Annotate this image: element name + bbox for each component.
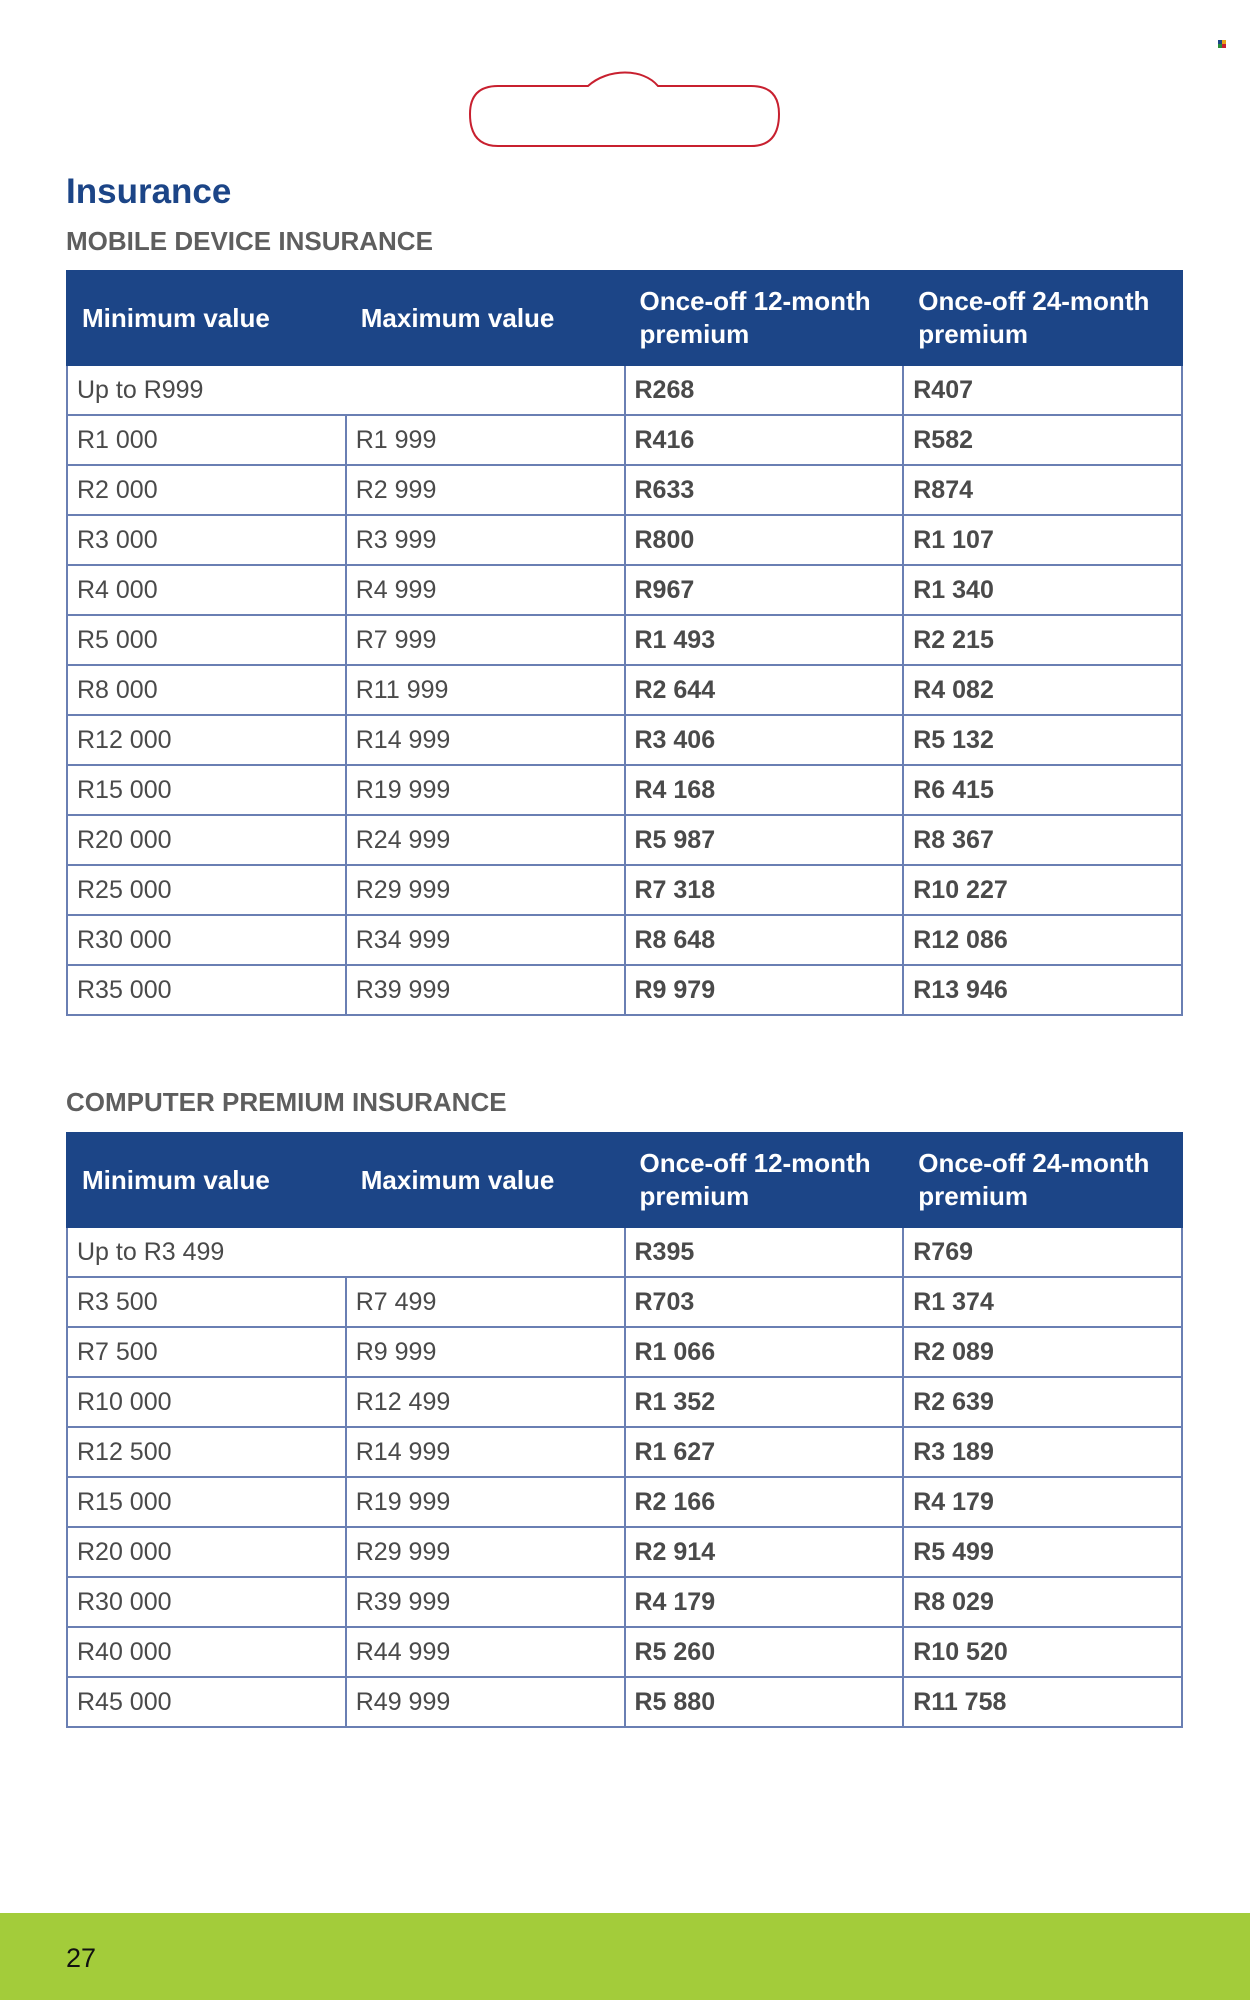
maximum-value-cell: R39 999 [346,965,625,1015]
minimum-value-cell: R15 000 [67,765,346,815]
premium-24-month-cell: R582 [903,415,1182,465]
premium-12-month-cell: R800 [625,515,904,565]
corner-marker-icon [1218,40,1226,48]
minimum-value-cell: R12 500 [67,1427,346,1477]
header-24-month-premium: Once-off 24-month premium [903,271,1182,365]
premium-12-month-cell: R395 [625,1227,904,1277]
premium-24-month-cell: R3 189 [903,1427,1182,1477]
maximum-value-cell: R19 999 [346,1477,625,1527]
premium-12-month-cell: R5 260 [625,1627,904,1677]
computer-insurance-table [66,1132,1183,1728]
premium-24-month-cell: R1 340 [903,565,1182,615]
hanger-tab-outline [468,68,781,150]
maximum-value-cell: R49 999 [346,1677,625,1727]
table-row [67,565,1182,615]
minimum-value-cell: R25 000 [67,865,346,915]
minimum-value-cell: R3 500 [67,1277,346,1327]
premium-24-month-cell: R10 520 [903,1627,1182,1677]
minimum-value-cell: R10 000 [67,1377,346,1427]
minimum-value-cell: Up to R3 499 [67,1227,625,1277]
mobile-section-title: MOBILE DEVICE INSURANCE [66,226,433,256]
premium-24-month-cell: R13 946 [903,965,1182,1015]
minimum-value-cell: Up to R999 [67,365,625,415]
table-row [67,1527,1182,1577]
premium-12-month-cell: R416 [625,415,904,465]
maximum-value-cell: R11 999 [346,665,625,715]
maximum-value-cell: R29 999 [346,1527,625,1577]
maximum-value-cell: R1 999 [346,415,625,465]
minimum-value-cell: R30 000 [67,915,346,965]
premium-24-month-cell: R10 227 [903,865,1182,915]
header-12-month-premium: Once-off 12-month premium [625,1133,904,1227]
premium-12-month-cell: R633 [625,465,904,515]
premium-24-month-cell: R5 132 [903,715,1182,765]
table-row [67,1677,1182,1727]
computer-section-title: COMPUTER PREMIUM INSURANCE [66,1087,507,1117]
premium-12-month-cell: R5 880 [625,1677,904,1727]
premium-12-month-cell: R2 166 [625,1477,904,1527]
premium-12-month-cell: R1 352 [625,1377,904,1427]
premium-24-month-cell: R5 499 [903,1527,1182,1577]
maximum-value-cell: R3 999 [346,515,625,565]
maximum-value-cell: R12 499 [346,1377,625,1427]
table-row [67,1577,1182,1627]
minimum-value-cell: R30 000 [67,1577,346,1627]
minimum-value-cell: R20 000 [67,1527,346,1577]
minimum-value-cell: R5 000 [67,615,346,665]
minimum-value-cell: R7 500 [67,1327,346,1377]
table-row [67,1477,1182,1527]
minimum-value-cell: R40 000 [67,1627,346,1677]
maximum-value-cell: R39 999 [346,1577,625,1627]
premium-12-month-cell: R967 [625,565,904,615]
premium-24-month-cell: R12 086 [903,915,1182,965]
premium-12-month-cell: R4 179 [625,1577,904,1627]
premium-12-month-cell: R8 648 [625,915,904,965]
header-maximum-value: Maximum value [346,271,625,365]
computer-table-body [67,1227,1182,1727]
table-row [67,1327,1182,1377]
header-12-month-premium: Once-off 12-month premium [625,271,904,365]
premium-24-month-cell: R1 374 [903,1277,1182,1327]
header-minimum-value: Minimum value [67,271,346,365]
premium-24-month-cell: R874 [903,465,1182,515]
maximum-value-cell: R7 999 [346,615,625,665]
maximum-value-cell: R7 499 [346,1277,625,1327]
maximum-value-cell: R14 999 [346,1427,625,1477]
table-row [67,865,1182,915]
table-header-row [67,1133,1182,1227]
premium-24-month-cell: R6 415 [903,765,1182,815]
table-row [67,915,1182,965]
premium-24-month-cell: R2 639 [903,1377,1182,1427]
header-minimum-value: Minimum value [67,1133,346,1227]
mobile-table-body [67,365,1182,1015]
minimum-value-cell: R12 000 [67,715,346,765]
table-row [67,965,1182,1015]
premium-24-month-cell: R407 [903,365,1182,415]
table-row [67,715,1182,765]
minimum-value-cell: R3 000 [67,515,346,565]
table-row [67,1227,1182,1277]
premium-24-month-cell: R8 029 [903,1577,1182,1627]
premium-24-month-cell: R4 179 [903,1477,1182,1527]
premium-12-month-cell: R5 987 [625,815,904,865]
mobile-insurance-table [66,270,1183,1016]
minimum-value-cell: R20 000 [67,815,346,865]
table-row [67,515,1182,565]
table-row [67,665,1182,715]
maximum-value-cell: R9 999 [346,1327,625,1377]
table-row [67,815,1182,865]
maximum-value-cell: R14 999 [346,715,625,765]
premium-12-month-cell: R703 [625,1277,904,1327]
table-row [67,765,1182,815]
table-row [67,465,1182,515]
maximum-value-cell: R24 999 [346,815,625,865]
table-row [67,1427,1182,1477]
maximum-value-cell: R44 999 [346,1627,625,1677]
premium-24-month-cell: R4 082 [903,665,1182,715]
premium-24-month-cell: R2 089 [903,1327,1182,1377]
minimum-value-cell: R4 000 [67,565,346,615]
page-title: Insurance [66,172,232,211]
premium-12-month-cell: R3 406 [625,715,904,765]
footer-bar [0,1913,1250,2000]
premium-12-month-cell: R1 493 [625,615,904,665]
premium-24-month-cell: R1 107 [903,515,1182,565]
premium-24-month-cell: R2 215 [903,615,1182,665]
maximum-value-cell: R2 999 [346,465,625,515]
minimum-value-cell: R1 000 [67,415,346,465]
premium-12-month-cell: R2 644 [625,665,904,715]
maximum-value-cell: R4 999 [346,565,625,615]
table-row [67,415,1182,465]
premium-12-month-cell: R7 318 [625,865,904,915]
premium-12-month-cell: R2 914 [625,1527,904,1577]
premium-12-month-cell: R1 627 [625,1427,904,1477]
maximum-value-cell: R19 999 [346,765,625,815]
maximum-value-cell: R29 999 [346,865,625,915]
premium-24-month-cell: R8 367 [903,815,1182,865]
table-row [67,1377,1182,1427]
header-maximum-value: Maximum value [346,1133,625,1227]
table-row [67,365,1182,415]
premium-12-month-cell: R9 979 [625,965,904,1015]
table-row [67,615,1182,665]
premium-24-month-cell: R769 [903,1227,1182,1277]
premium-12-month-cell: R268 [625,365,904,415]
table-row [67,1277,1182,1327]
minimum-value-cell: R2 000 [67,465,346,515]
minimum-value-cell: R15 000 [67,1477,346,1527]
minimum-value-cell: R35 000 [67,965,346,1015]
table-header-row [67,271,1182,365]
premium-12-month-cell: R1 066 [625,1327,904,1377]
premium-12-month-cell: R4 168 [625,765,904,815]
table-row [67,1627,1182,1677]
maximum-value-cell: R34 999 [346,915,625,965]
header-24-month-premium: Once-off 24-month premium [903,1133,1182,1227]
page-number: 27 [66,1943,97,1973]
minimum-value-cell: R45 000 [67,1677,346,1727]
premium-24-month-cell: R11 758 [903,1677,1182,1727]
minimum-value-cell: R8 000 [67,665,346,715]
